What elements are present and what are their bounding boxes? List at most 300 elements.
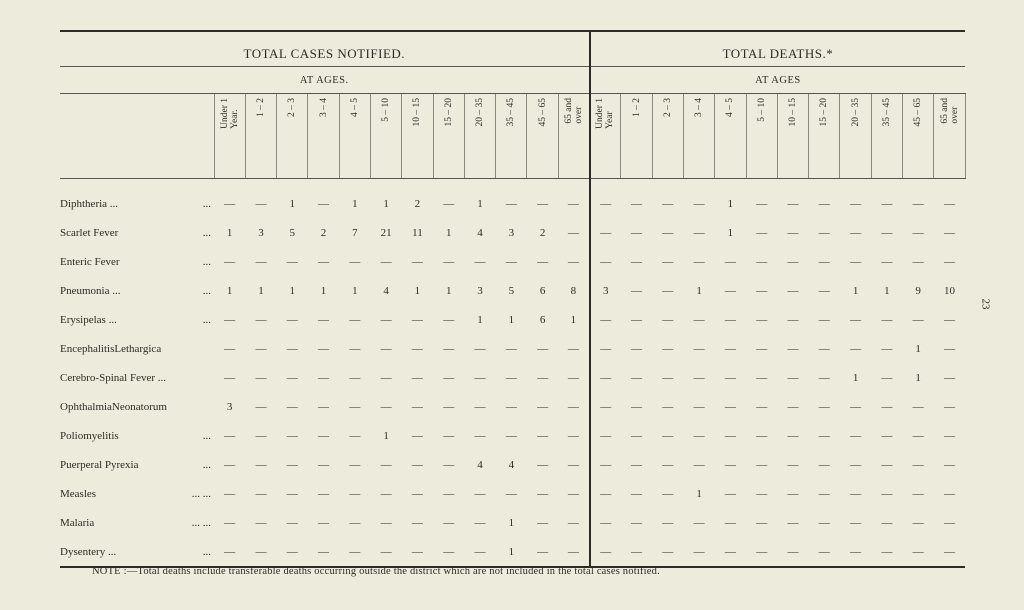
cases-cell: — — [443, 371, 455, 384]
cases-cell: — — [224, 371, 236, 384]
cases-cell: — — [505, 255, 517, 268]
deaths-header: TOTAL DEATHS.* — [590, 31, 966, 67]
cases-cell: — — [318, 313, 330, 326]
deaths-cell: — — [662, 487, 674, 500]
deaths-cell: — — [724, 284, 736, 297]
disease-label: Erysipelas ... — [60, 313, 117, 326]
deaths-cell: — — [631, 284, 642, 297]
cases-cell: — — [380, 371, 392, 384]
deaths-cell: 1 — [727, 197, 734, 210]
cases-ages-header: AT AGES. — [60, 67, 590, 94]
cases-cell: 1 — [383, 197, 389, 210]
deaths-cell: — — [724, 255, 736, 268]
deaths-cell: — — [756, 516, 768, 529]
deaths-cell: — — [818, 516, 830, 529]
cases-cell: — — [505, 429, 517, 442]
deaths-cell: — — [944, 255, 956, 268]
cases-cell: 1 — [508, 516, 515, 529]
cases-cell: — — [558, 450, 589, 479]
deaths-cell: — — [850, 255, 862, 268]
deaths-cell: — — [631, 400, 642, 413]
deaths-cell: — — [756, 487, 768, 500]
deaths-cell: — — [944, 400, 956, 413]
cases-cell: — — [224, 197, 236, 210]
deaths-cell: — — [600, 545, 612, 558]
cases-cell: — — [474, 371, 486, 384]
cases-cell: — — [380, 342, 392, 355]
deaths-age-column-header — [715, 94, 746, 179]
cases-cell: — — [537, 429, 549, 442]
deaths-cell: — — [850, 487, 862, 500]
cases-cell: — — [255, 255, 267, 268]
deaths-cell: — — [756, 458, 768, 471]
cases-cell: — — [349, 255, 361, 268]
cases-cell: — — [411, 487, 423, 500]
cases-cell: 5 — [289, 226, 295, 239]
cases-cell: — — [224, 516, 236, 529]
deaths-age-column-header — [934, 94, 965, 179]
cases-cell: 2 — [320, 226, 327, 239]
deaths-cell: — — [944, 371, 956, 384]
disease-name — [60, 508, 214, 537]
cases-age-column-header — [339, 94, 370, 179]
age-column-label: 10 – 15 — [787, 98, 798, 127]
cases-cell: — — [349, 400, 361, 413]
deaths-cell: — — [756, 429, 768, 442]
deaths-cell: — — [693, 313, 705, 326]
deaths-cell: — — [724, 545, 736, 558]
cases-cell: — — [286, 458, 298, 471]
cases-cell: — — [443, 487, 455, 500]
age-column-label: 2 – 3 — [287, 98, 298, 117]
deaths-cell: — — [881, 371, 893, 384]
deaths-cell: — — [693, 371, 705, 384]
deaths-cell: — — [850, 226, 862, 239]
leader-dots: ... — [202, 255, 211, 268]
disease-name — [60, 392, 214, 421]
notifications-table — [60, 30, 966, 568]
deaths-cell: — — [912, 197, 924, 210]
cases-cell: — — [318, 342, 330, 355]
leader-dots: ... ... — [191, 516, 211, 529]
deaths-cell: — — [881, 342, 893, 355]
cases-cell: — — [558, 508, 589, 537]
age-column-label: 20 – 35 — [850, 98, 861, 127]
cases-cell: — — [505, 400, 517, 413]
cases-cell: 3 — [226, 400, 233, 413]
deaths-cell: — — [850, 400, 862, 413]
deaths-cell: — — [600, 197, 612, 210]
deaths-cell: — — [787, 458, 799, 471]
disease-label: Measles — [60, 487, 97, 500]
deaths-cell: — — [787, 313, 799, 326]
deaths-cell: — — [944, 342, 956, 355]
cases-cell: 6 — [539, 284, 546, 297]
age-column-label: 3 – 4 — [318, 98, 329, 117]
cases-cell: — — [558, 537, 589, 567]
deaths-cell: — — [881, 197, 893, 210]
disease-name — [60, 179, 214, 219]
cases-cell: — — [255, 487, 267, 500]
cases-age-column-header — [402, 94, 433, 179]
cases-cell: 21 — [380, 226, 392, 239]
age-column-label: 20 – 35 — [475, 98, 486, 127]
deaths-cell: — — [787, 226, 799, 239]
deaths-cell: — — [662, 342, 674, 355]
cases-cell: — — [286, 400, 298, 413]
cases-cell: 1 — [289, 197, 295, 210]
table-row — [60, 392, 965, 421]
deaths-ages-header: AT AGES — [590, 67, 966, 94]
deaths-cell: — — [944, 226, 956, 239]
cases-cell: — — [505, 371, 517, 384]
leader-dots: ... — [202, 313, 211, 326]
cases-cell: 8 — [558, 276, 589, 305]
cases-cell: — — [318, 429, 330, 442]
deaths-cell: — — [631, 313, 642, 326]
disease-name — [60, 363, 214, 392]
cases-cell: — — [537, 197, 549, 210]
cases-cell: — — [255, 197, 267, 210]
deaths-cell: 9 — [915, 284, 921, 297]
deaths-cell: — — [724, 342, 736, 355]
deaths-cell: 3 — [602, 284, 609, 297]
cases-cell: — — [558, 247, 589, 276]
deaths-cell: — — [662, 226, 674, 239]
cases-cell: — — [558, 421, 589, 450]
cases-cell: — — [558, 479, 589, 508]
deaths-cell: — — [600, 342, 612, 355]
deaths-cell: — — [693, 197, 705, 210]
deaths-cell: — — [850, 197, 862, 210]
deaths-cell: — — [787, 197, 799, 210]
deaths-cell: — — [756, 400, 768, 413]
cases-age-column-header — [433, 94, 464, 179]
deaths-age-column-header — [903, 94, 934, 179]
deaths-age-column-header — [621, 94, 652, 179]
age-column-label: 65 and over — [563, 98, 584, 124]
deaths-cell: — — [944, 313, 956, 326]
cases-cell: — — [286, 487, 298, 500]
disease-name — [60, 450, 214, 479]
cases-cell: — — [349, 371, 361, 384]
age-column-label: 1 – 2 — [255, 98, 266, 117]
cases-cell: — — [443, 342, 455, 355]
disease-name — [60, 537, 214, 567]
deaths-cell: 1 — [727, 226, 734, 239]
cases-cell: — — [318, 487, 330, 500]
cases-cell: 3 — [477, 284, 483, 297]
age-column-label: 15 – 20 — [443, 98, 454, 127]
age-column-label: 35 – 45 — [881, 98, 892, 127]
deaths-cell: — — [944, 545, 956, 558]
deaths-age-column-header — [871, 94, 902, 179]
deaths-cell: — — [600, 458, 612, 471]
cases-cell: — — [443, 545, 455, 558]
disease-name — [60, 305, 214, 334]
cases-cell: 1 — [445, 284, 452, 297]
cases-cell: — — [537, 342, 549, 355]
deaths-cell: — — [724, 400, 736, 413]
cases-age-column-header — [214, 94, 245, 179]
disease-label: Scarlet Fever — [60, 226, 119, 239]
deaths-cell: — — [662, 545, 674, 558]
cases-age-column-header — [496, 94, 527, 179]
deaths-cell: — — [912, 545, 924, 558]
cases-cell: — — [318, 458, 330, 471]
cases-cell: — — [286, 516, 298, 529]
cases-cell: — — [411, 458, 423, 471]
deaths-cell: 10 — [944, 284, 956, 297]
cases-cell: — — [443, 458, 455, 471]
cases-cell: — — [224, 458, 236, 471]
cases-cell: — — [349, 516, 361, 529]
cases-cell: — — [349, 545, 361, 558]
cases-cell: — — [224, 487, 236, 500]
cases-header: TOTAL CASES NOTIFIED. — [60, 31, 590, 67]
leader-dots: ... — [202, 458, 211, 471]
deaths-age-column-header — [809, 94, 840, 179]
deaths-cell: — — [600, 313, 612, 326]
age-column-label: 45 – 65 — [537, 98, 548, 127]
cases-cell: — — [380, 487, 392, 500]
deaths-cell: — — [818, 226, 830, 239]
cases-cell: — — [318, 545, 330, 558]
deaths-cell: — — [818, 429, 830, 442]
leader-dots: ... — [202, 429, 211, 442]
deaths-cell: — — [850, 545, 862, 558]
cases-cell: — — [474, 545, 486, 558]
cases-cell: — — [349, 487, 361, 500]
cases-cell: 2 — [414, 197, 421, 210]
table-row — [60, 305, 965, 334]
deaths-cell: — — [631, 342, 642, 355]
age-column-label: 1 – 2 — [631, 98, 642, 117]
deaths-cell: — — [662, 458, 674, 471]
deaths-cell: — — [881, 429, 893, 442]
cases-cell: 1 — [352, 284, 358, 297]
disease-label: Cerebro-Spinal Fever ... — [60, 371, 166, 384]
deaths-cell: — — [787, 516, 799, 529]
deaths-cell: — — [662, 400, 674, 413]
deaths-age-column-header — [590, 94, 621, 179]
cases-cell: — — [255, 429, 267, 442]
cases-cell: — — [443, 255, 455, 268]
cases-cell: — — [380, 516, 392, 529]
cases-cell: — — [474, 400, 486, 413]
deaths-cell: — — [881, 487, 893, 500]
deaths-cell: — — [850, 429, 862, 442]
deaths-cell: — — [944, 487, 956, 500]
cases-age-column-header — [558, 94, 589, 179]
cases-cell: — — [349, 458, 361, 471]
table-row — [60, 479, 965, 508]
cases-cell: — — [349, 342, 361, 355]
age-column-label: 45 – 65 — [913, 98, 924, 127]
cases-cell: — — [380, 313, 392, 326]
cases-cell: 4 — [477, 226, 483, 239]
disease-label: Diphtheria ... — [60, 197, 119, 210]
deaths-cell: — — [850, 313, 862, 326]
cases-cell: — — [558, 334, 589, 363]
deaths-cell: — — [850, 516, 862, 529]
deaths-age-column-header — [652, 94, 683, 179]
deaths-cell: — — [724, 516, 736, 529]
cases-cell: — — [411, 516, 423, 529]
cases-cell: — — [380, 545, 392, 558]
cases-age-column-header — [308, 94, 339, 179]
cases-cell: 1 — [558, 305, 589, 334]
cases-cell: — — [255, 313, 267, 326]
deaths-cell: — — [693, 342, 705, 355]
cases-cell: — — [380, 255, 392, 268]
deaths-cell: — — [818, 487, 830, 500]
cases-cell: 1 — [414, 284, 421, 297]
deaths-cell: — — [818, 342, 830, 355]
cases-cell: — — [537, 487, 549, 500]
deaths-cell: — — [662, 516, 674, 529]
deaths-cell: — — [600, 400, 612, 413]
deaths-cell: — — [724, 487, 736, 500]
disease-name — [60, 421, 214, 450]
cases-cell: 6 — [539, 313, 546, 326]
deaths-cell: — — [662, 197, 674, 210]
deaths-cell: — — [600, 255, 612, 268]
disease-label: Pneumonia ... — [60, 284, 121, 297]
cases-cell: — — [443, 313, 455, 326]
cases-age-column-header — [245, 94, 276, 179]
deaths-cell: — — [850, 458, 862, 471]
cases-cell: — — [505, 487, 517, 500]
age-column-label: 3 – 4 — [694, 98, 705, 117]
cases-cell: — — [474, 429, 486, 442]
deaths-cell: — — [756, 226, 768, 239]
deaths-cell: 1 — [696, 284, 702, 297]
deaths-cell: — — [881, 313, 893, 326]
disease-label: Puerperal Pyrexia — [60, 458, 139, 471]
deaths-cell: — — [756, 284, 768, 297]
cases-cell: — — [537, 400, 549, 413]
deaths-cell: — — [600, 226, 612, 239]
deaths-cell: — — [944, 429, 956, 442]
age-column-label: Under 1 Year — [595, 98, 616, 129]
cases-cell: — — [443, 400, 455, 413]
deaths-cell: — — [693, 400, 705, 413]
deaths-cell: — — [881, 255, 893, 268]
deaths-cell: — — [912, 429, 924, 442]
cases-cell: — — [537, 255, 549, 268]
leader-dots: ... — [202, 226, 211, 239]
cases-cell: 1 — [508, 545, 515, 558]
disease-name — [60, 334, 214, 363]
cases-cell: — — [318, 400, 330, 413]
disease-label: Dysentery ... — [60, 545, 117, 558]
cases-cell: 1 — [508, 313, 515, 326]
deaths-cell: 1 — [915, 342, 921, 355]
deaths-cell: — — [756, 371, 768, 384]
deaths-cell: — — [756, 197, 768, 210]
table-row — [60, 179, 965, 219]
cases-cell: — — [474, 516, 486, 529]
cases-cell: — — [505, 342, 517, 355]
deaths-cell: — — [631, 458, 642, 471]
deaths-cell: — — [600, 429, 612, 442]
deaths-cell: — — [881, 400, 893, 413]
deaths-cell: — — [818, 284, 830, 297]
deaths-cell: — — [818, 400, 830, 413]
deaths-cell: — — [631, 429, 642, 442]
deaths-cell: — — [881, 545, 893, 558]
cases-cell: — — [537, 545, 549, 558]
deaths-cell: — — [693, 516, 705, 529]
deaths-age-column-header — [777, 94, 808, 179]
age-column-label: 5 – 10 — [756, 98, 767, 122]
age-column-headers — [60, 94, 965, 179]
table-row — [60, 334, 965, 363]
disease-label: Poliomyelitis — [60, 429, 119, 442]
deaths-cell: — — [756, 313, 768, 326]
table-row — [60, 421, 965, 450]
cases-cell: 7 — [352, 226, 358, 239]
deaths-cell: — — [944, 516, 956, 529]
deaths-cell: — — [600, 371, 612, 384]
cases-cell: — — [224, 342, 236, 355]
deaths-cell: — — [693, 458, 705, 471]
age-column-label: 4 – 5 — [349, 98, 360, 117]
deaths-cell: — — [881, 226, 893, 239]
deaths-cell: — — [600, 516, 612, 529]
cases-cell: — — [380, 400, 392, 413]
cases-cell: 4 — [477, 458, 483, 471]
deaths-cell: — — [818, 255, 830, 268]
cases-cell: — — [286, 371, 298, 384]
deaths-cell: — — [944, 458, 956, 471]
deaths-cell: 1 — [852, 284, 859, 297]
page-number: 23 — [979, 298, 992, 310]
table-row — [60, 508, 965, 537]
deaths-cell: — — [912, 487, 924, 500]
deaths-cell: 1 — [884, 284, 890, 297]
deaths-cell: — — [631, 226, 642, 239]
cases-cell: — — [286, 255, 298, 268]
table-row — [60, 218, 965, 247]
cases-cell: — — [318, 255, 330, 268]
disease-name — [60, 276, 214, 305]
deaths-cell: — — [693, 226, 705, 239]
cases-cell: — — [286, 429, 298, 442]
deaths-cell: — — [850, 342, 862, 355]
disease-name — [60, 247, 214, 276]
cases-cell: — — [443, 516, 455, 529]
cases-cell: 1 — [258, 284, 264, 297]
cases-cell: 3 — [508, 226, 515, 239]
cases-cell: — — [411, 429, 423, 442]
deaths-cell: — — [662, 429, 674, 442]
cases-cell: 1 — [383, 429, 389, 442]
disease-name — [60, 218, 214, 247]
cases-cell: — — [224, 313, 236, 326]
deaths-cell: — — [912, 516, 924, 529]
deaths-cell: — — [724, 313, 736, 326]
deaths-cell: — — [787, 487, 799, 500]
deaths-age-column-header — [746, 94, 777, 179]
cases-cell: 1 — [226, 284, 233, 297]
deaths-cell: 1 — [696, 487, 702, 500]
deaths-cell: — — [724, 371, 736, 384]
cases-cell: 5 — [508, 284, 515, 297]
cases-cell: 1 — [226, 226, 233, 239]
deaths-cell: — — [631, 255, 642, 268]
